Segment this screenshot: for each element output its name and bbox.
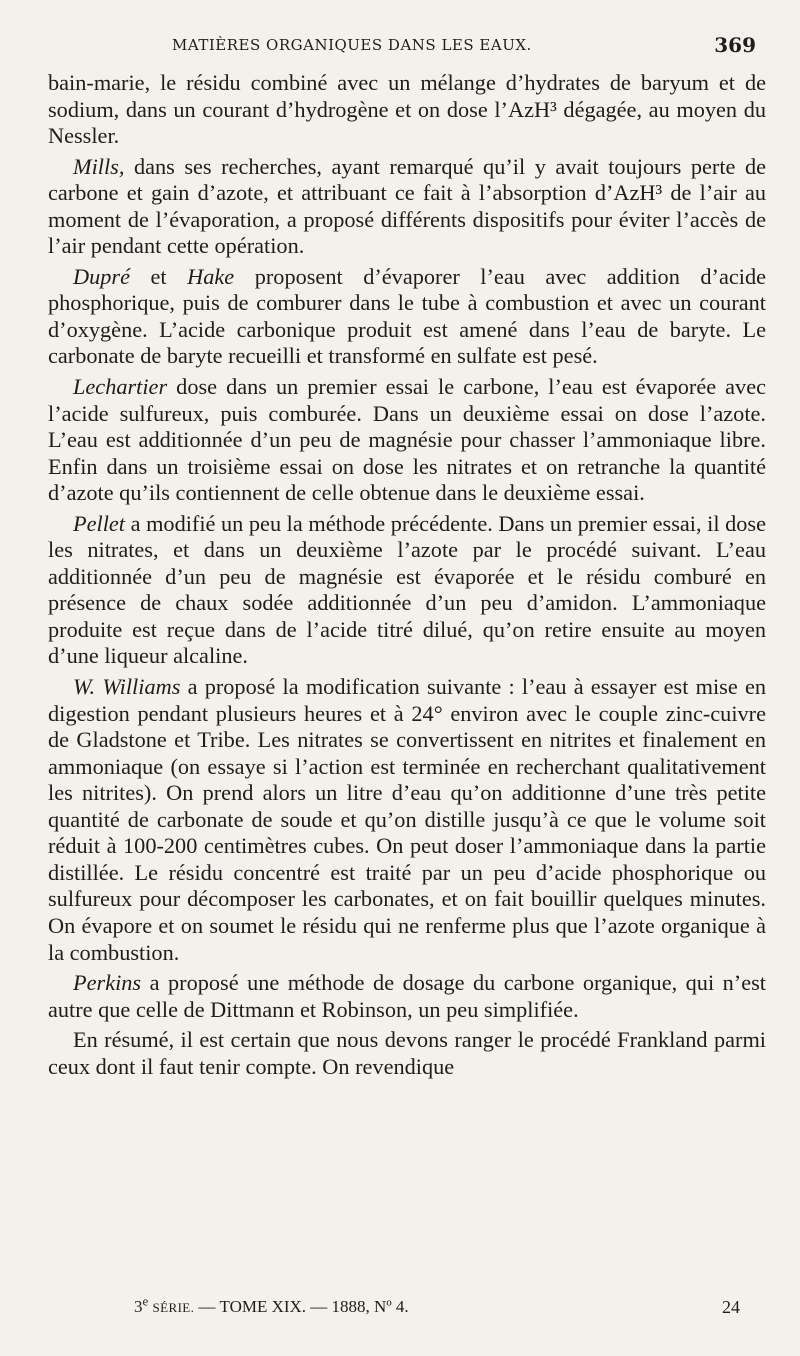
paragraph-resume (48, 1027, 766, 1080)
series-info (134, 1293, 409, 1317)
series-word: SÉRIE. (152, 1300, 195, 1315)
running-title: MATIÈRES ORGANIQUES DANS LES EAUX. (172, 36, 532, 54)
author-name: Perkins (73, 970, 142, 996)
connector-text: et (129, 263, 188, 289)
paragraph-mills (48, 154, 766, 260)
paragraph-text: a modifié un peu la méthode précédente. Dans un premier essai, il dose les nitrates, et dans un deuxième l’azote par le procédé suivant. L’eau additionnée d’un peu de magnésie est évaporée et le résidu comburé en présence de chaux sodée additionnée d’un peu d’amidon. L’ammoniaque produite est reçue dans de l’acide titré dilué, qu’on retire ensuite au moyen d’une liqueur alcaline. (48, 510, 766, 669)
signature-mark: 24 (722, 1297, 740, 1317)
tome-info: — TOME XIX. — 1888, Nº 4. (194, 1297, 409, 1316)
series-number: 3 (134, 1297, 143, 1316)
paragraph-text: dans ses recherches, ayant remarqué qu’il y avait toujours perte de carbone et gain d’azote, et attribuant ce fait à l’absorption d’AzH³ de l’air au moment de l’évaporation, a proposé différents dispositifs pour éviter l’accès de l’air pendant cette opération. (48, 153, 766, 259)
paragraph-text: bain-marie, le résidu combiné avec un mélange d’hydrates de baryum et de sodium, dans un courant d’hydrogène et on dose l’AzH³ dégagée, au moyen du Nessler. (48, 70, 766, 149)
body-text (48, 70, 766, 1084)
paragraph-text: a proposé la modification suivante : l’eau à essayer est mise en digestion pendant plusieurs heures et à 24° environ avec le couple zinc-cuivre de Gladstone et Tribe. Les nitrates se convertissent en nitrites et finalement en ammoniaque (on essaye si l’action est terminée en recherchant qualitativement les nitrites). On prend alors un litre d’eau qu’on additionne d’une très petite quantité de carbonate de soude et qu’on distille jusqu’à ce que le volume soit réduit à 100-200 centimètres cubes. On peut doser l’ammoniaque dans la partie distillée. Le résidu concentré est traité par un peu d’acide phosphorique ou sulfureux pour décomposer les carbonates, et on fait bouillir quelques minutes. On évapore et on soumet le résidu qui ne renferme plus que l’azote organique à la combustion. (48, 674, 766, 965)
paragraph-pellet (48, 511, 766, 670)
author-name: Hake (187, 263, 235, 289)
paragraph-text: En résumé, il est certain que nous devons ranger le procédé Frankland parmi ceux dont il faut tenir compte. On revendique (48, 1027, 766, 1079)
author-name: Mills, (73, 153, 125, 179)
paragraph-text: a proposé une méthode de dosage du carbone organique, qui n’est autre que celle de Dittmann et Robinson, un peu simplifiée. (48, 970, 766, 1022)
series-suffix: e (142, 1293, 149, 1309)
paragraph-perkins (48, 970, 766, 1023)
author-name: Dupré (73, 263, 130, 289)
author-name: Pellet (73, 510, 125, 536)
author-name: W. Williams (73, 674, 181, 700)
paragraph-williams (48, 674, 766, 966)
paragraph-lechartier (48, 374, 766, 507)
paragraph-dupre-hake (48, 264, 766, 370)
page-number: 369 (714, 33, 756, 57)
author-name: Lechartier (73, 374, 168, 400)
paragraph-text: dose dans un premier essai le carbone, l’eau est évaporée avec l’acide sulfureux, puis comburée. Dans un deuxième essai on dose l’azote. L’eau est additionnée d’un peu de magnésie pour chasser l’ammoniaque libre. Enfin dans un troisième essai on dose les nitrates et on retranche la quantité d’azote qu’ils contiennent de celle obtenue dans le deuxième essai. (48, 374, 766, 506)
running-head (60, 34, 760, 58)
paragraph-continuation (48, 70, 766, 150)
paragraph-text: proposent d’évaporer l’eau avec addition d’acide phosphorique, puis de comburer dans le tube à combustion et avec un courant d’oxygène. L’acide carbonique produit est amené dans l’eau de baryte. Le carbonate de baryte recueilli et transformé en sulfate est pesé. (48, 263, 766, 369)
